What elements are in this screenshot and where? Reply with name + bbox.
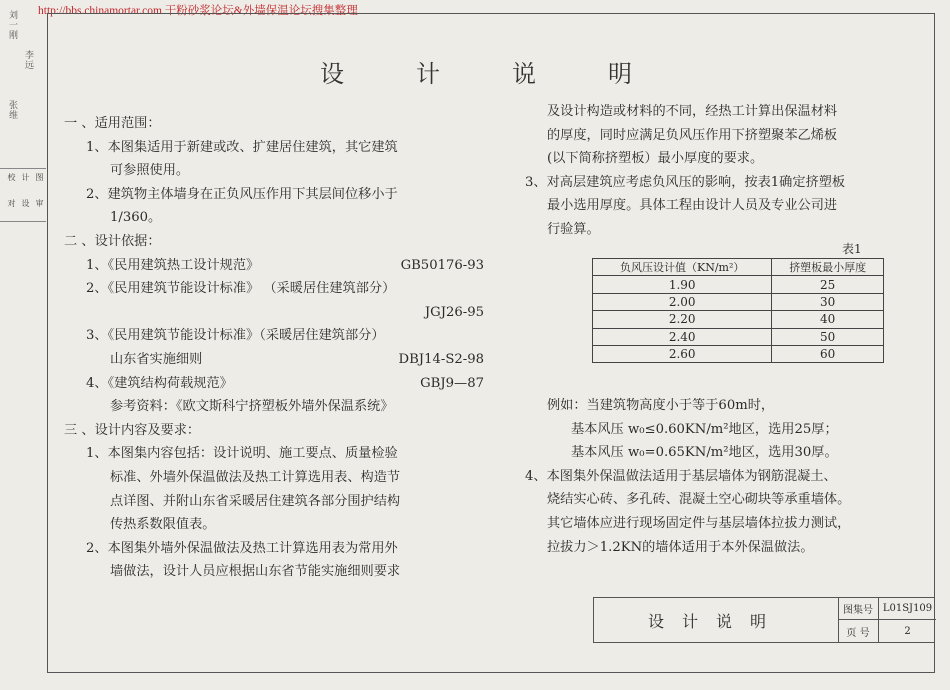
table-row <box>593 311 884 328</box>
signature: 张维 <box>7 100 17 120</box>
atlas-no-value: L01SJ109 <box>882 603 933 614</box>
table-row <box>593 293 884 310</box>
page-no-label: 页 号 <box>838 620 879 642</box>
title-char: 说 <box>512 60 536 88</box>
right-column-top <box>525 100 925 242</box>
text-line: 2、本图集外墙外保温做法及热工计算选用表为常用外 <box>86 540 398 556</box>
side-cell: 校 <box>7 173 16 181</box>
side-cell: 对 <box>7 199 16 207</box>
title-char: 设 <box>320 60 344 88</box>
text-line: 行验算。 <box>547 221 600 237</box>
signature: 刘一刚 <box>7 10 17 40</box>
text-line: 1、本图集内容包括：设计说明、施工要点、质量检验 <box>86 446 398 462</box>
text-line: 1/360。 <box>110 210 162 226</box>
text-line: 基本风压 w₀=0.65KN/m²地区，选用30厚。 <box>571 445 838 461</box>
side-cell: 图 <box>35 173 44 181</box>
thickness-table <box>592 258 884 363</box>
page-title <box>320 54 704 89</box>
standard-code: GB50176-93 <box>400 257 484 273</box>
text-line: 墙做法，设计人员应根据山东省节能实施细则要求 <box>110 564 401 580</box>
side-cell: 审 <box>35 199 44 207</box>
table-cell: 50 <box>772 328 884 345</box>
text-line: 基本风压 w₀≤0.60KN/m²地区，选用25厚； <box>571 421 838 437</box>
left-column <box>64 112 484 584</box>
text-line: 最小选用厚度。具体工程由设计人员及专业公司进 <box>547 198 838 214</box>
title-block <box>593 597 935 643</box>
text-line: 及设计构造或材料的不同，经热工计算出保温材料 <box>547 104 838 119</box>
side-cell: 计 <box>21 173 30 181</box>
table-cell: 2.00 <box>593 293 772 310</box>
table-header: 挤塑板最小厚度 <box>772 259 884 276</box>
title-char: 明 <box>608 60 632 88</box>
text-line: 可参照使用。 <box>110 163 190 179</box>
watermark-url: http://bbs.chinamortar.com 干粉砂浆论坛&外墙保温论坛搜集整理 <box>38 5 358 17</box>
table-cell: 25 <box>772 276 884 293</box>
text-line: 一 、适用范围： <box>64 116 161 131</box>
text-line: (以下简称挤塑板）最小厚度的要求。 <box>547 151 764 167</box>
atlas-no-label: 图集号 <box>838 598 879 619</box>
table-row <box>593 345 884 362</box>
line-text: 1、《民用建筑热工设计规范》 <box>86 257 260 273</box>
side-cell: 设 <box>21 199 30 207</box>
table-cell: 2.20 <box>593 311 772 328</box>
text-line: 2、《民用建筑节能设计标准》 （采暖居住建筑部分） <box>86 281 396 297</box>
text-line: 点详图、并附山东省采暖居住建筑各部分围护结构 <box>110 493 401 509</box>
title-block-name: 设计说明 <box>594 598 839 642</box>
text-line <box>64 348 484 372</box>
signature: 李远 <box>23 50 33 70</box>
standard-code: JGJ26-95 <box>424 304 484 320</box>
table-header: 负风压设计值（KN/m²） <box>593 259 772 276</box>
text-line: 传热系数限值表。 <box>110 517 216 533</box>
page-no-value: 2 <box>904 625 911 637</box>
table-cell: 30 <box>772 293 884 310</box>
text-line: 二 、设计依据： <box>64 233 161 249</box>
table-row <box>593 328 884 345</box>
text-line: 烧结实心砖、多孔砖、混凝土空心砌块等承重墙体。 <box>547 492 851 508</box>
text-line: 标准、外墙外保温做法及热工计算选用表、构造节 <box>110 469 401 485</box>
text-line: 3、对高层建筑应考虑负风压的影响，按表1确定挤塑板 <box>525 174 846 190</box>
text-line <box>64 372 484 396</box>
text-line: 的厚度，同时应满足负风压作用下挤塑聚苯乙烯板 <box>547 127 838 143</box>
text-line: 拉拔力＞1.2KN的墙体适用于本外保温做法。 <box>547 539 814 555</box>
side-signature-strip <box>0 10 46 210</box>
text-line: 参考资料：《欧文斯科宁挤塑板外墙外保温系统》 <box>110 399 394 415</box>
text-line: 例如：当建筑物高度小于等于60m时， <box>547 398 775 413</box>
text-line: 其它墙体应进行现场固定件与基层墙体拉拔力测试， <box>547 515 851 531</box>
table-cell: 40 <box>772 311 884 328</box>
table-cell: 2.40 <box>593 328 772 345</box>
line-text: 山东省实施细则 <box>110 351 203 367</box>
table-row <box>593 276 884 293</box>
text-line: 3、《民用建筑节能设计标准》（采暖居住建筑部分） <box>86 328 385 344</box>
table-cell: 60 <box>772 345 884 362</box>
text-line: 三 、设计内容及要求： <box>64 422 201 438</box>
title-char: 计 <box>416 60 440 88</box>
side-approval-grid <box>0 168 46 222</box>
line-text: 4、《建筑结构荷载规范》 <box>86 375 233 391</box>
text-line: 4、本图集外保温做法适用于基层墙体为钢筋混凝土、 <box>525 468 837 484</box>
text-line <box>64 301 484 325</box>
text-line <box>64 254 484 278</box>
text-line: 2、建筑物主体墙身在正负风压作用下其层间位移小于 <box>86 186 398 202</box>
table-cell: 2.60 <box>593 345 772 362</box>
right-column-bottom <box>525 394 925 559</box>
standard-code: DBJ14-S2-98 <box>398 351 484 367</box>
table-label: 表1 <box>842 242 862 256</box>
text-line: 1、本图集适用于新建或改、扩建居住建筑，其它建筑 <box>86 139 398 155</box>
standard-code: GBJ9—87 <box>420 375 484 391</box>
table-cell: 1.90 <box>593 276 772 293</box>
